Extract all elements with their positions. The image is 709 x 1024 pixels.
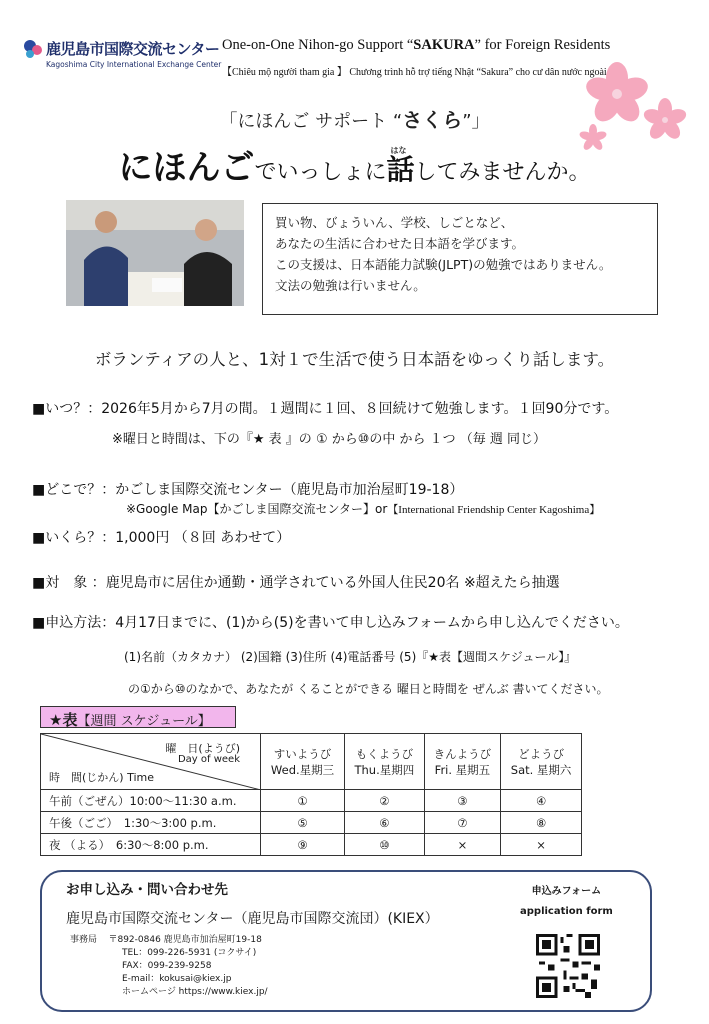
day-header: きんようび Fri. 星期五 [424, 734, 501, 790]
schedule-tag: ★表【週間 スケジュール】 [40, 706, 236, 728]
header-title-english: One-on-One Nihon-go Support “SAKURA” for Foreign Residents [222, 37, 611, 53]
where-text: かごしま国際交流センター（鹿児島市加治屋町19-18） [115, 482, 464, 498]
day-header: すいようび Wed.星期三 [261, 734, 345, 790]
slot-cell: × [501, 834, 582, 856]
kiex-logo-icon [22, 38, 44, 60]
day-header: もくようび Thu.星期四 [345, 734, 425, 790]
telephone: TEL：099-226-5931 (コクサイ) [122, 948, 257, 958]
when-note: ※曜日と時間は、下の『★ 表 』の ① から⑩の中 から １つ （毎 週 同じ） [112, 432, 547, 447]
apply-note: の①から⑩のなかで、あなたが くることができる 曜日と時間を ぜんぶ 書いてください。 [128, 682, 609, 696]
qr-code-icon[interactable] [536, 934, 600, 998]
slot-cell: ⑤ [261, 812, 345, 834]
slot-cell: ⑨ [261, 834, 345, 856]
slot-cell: ⑩ [345, 834, 425, 856]
subtitle: 「にほんご サポート “さくら”」 [219, 108, 490, 132]
when-row [32, 398, 618, 418]
target-text: 鹿児島市に居住か通勤・通学されている外国人住民20名 ※超えたら抽選 [105, 575, 560, 591]
homepage-link[interactable]: ホームページ https://www.kiex.jp/ [122, 987, 268, 997]
logo-english-name: Kagoshima City International Exchange Center [46, 60, 222, 69]
slot-cell: × [424, 834, 501, 856]
schedule-table [40, 733, 582, 856]
time-slot: 夜 （よる） 6:30～8:00 p.m. [41, 834, 261, 856]
slot-cell: ⑥ [345, 812, 425, 834]
cost-label: ■いくら？： [32, 530, 116, 546]
contact-info [70, 934, 268, 999]
lead-text: ボランティアの人と、1対１で生活で使う日本語をゆっくり話します。 [94, 350, 615, 369]
slot-cell: ④ [501, 790, 582, 812]
contact-title: お申し込み・問い合わせ先 [66, 882, 228, 898]
where-row [32, 479, 463, 499]
volunteer-photo [66, 200, 244, 306]
apply-row [32, 612, 629, 632]
fax: FAX：099-239-9258 [122, 961, 212, 971]
contact-box [40, 870, 652, 1012]
email-link[interactable]: E-mail：kokusai@kiex.jp [122, 974, 232, 984]
slot-cell: ② [345, 790, 425, 812]
header-title-vietnamese: 【Chiêu mộ người tham gia 】 Chương trình hỗ trợ tiếng Nhật “Sakura” cho cư dân nước ngoài [222, 67, 607, 78]
apply-label: ■申込方法： [32, 615, 116, 631]
slot-cell: ③ [424, 790, 501, 812]
notice-line-1: 買い物、びょういん、学校、しごとなど、 [275, 215, 514, 230]
target-label: ■対 象 ： [32, 575, 106, 591]
application-form-label: 申込みフォーム application form [520, 886, 613, 917]
table-row [41, 834, 582, 856]
when-label: ■いつ？： [32, 401, 102, 417]
target-row [32, 572, 560, 592]
apply-text: 4月17日までに、(1)から(5)を書いて申し込みフォームから申し込んでください。 [115, 615, 629, 631]
cost-row [32, 527, 290, 547]
contact-organization: 鹿児島市国際交流センター（鹿児島市国際交流団）(KIEX） [66, 911, 439, 927]
office-label: 事務局 [70, 935, 98, 945]
day-header: どようび Sat. 星期六 [501, 734, 582, 790]
google-map-note: ※Google Map【かごしま国際交流センター】or【International Friendship Center Kagoshima】 [126, 502, 601, 516]
notice-box [262, 203, 658, 315]
time-slot: 午後（ごご） 1:30～3:00 p.m. [41, 812, 261, 834]
notice-line-3: この支援は、日本語能力試験(JLPT)の勉強ではありません。 [275, 257, 612, 272]
schedule-corner-cell: 曜 日(ようび) Day of week 時 間(じかん) Time [41, 734, 261, 790]
table-row [41, 812, 582, 834]
notice-line-4: 文法の勉強は行いません。 [275, 278, 426, 293]
slot-cell: ⑧ [501, 812, 582, 834]
logo-japanese-name: 鹿児島市国際交流センター [46, 40, 220, 58]
cost-text: 1,000円 （８回 あわせて） [115, 530, 291, 546]
time-slot: 午前（ごぜん）10:00～11:30 a.m. [41, 790, 261, 812]
notice-line-2: あなたの生活に合わせた日本語を学びます。 [275, 236, 525, 251]
slot-cell: ⑦ [424, 812, 501, 834]
table-row [41, 790, 582, 812]
slot-cell: ① [261, 790, 345, 812]
main-title: にほんごでいっしょに はな 話してみませんか。 [118, 146, 591, 188]
schedule-header-row [41, 734, 582, 790]
apply-items: (1)名前（カタカナ） (2)国籍 (3)住所 (4)電話番号 (5)『★表【週間スケジュール】』 [124, 650, 577, 664]
when-text: 2026年5月から7月の間。１週間に１回、８回続けて勉強します。１回90分です。 [101, 401, 619, 417]
address: 〒892-0846 鹿児島市加治屋町19-18 [108, 935, 262, 945]
where-label: ■どこで？： [32, 482, 116, 498]
kiex-logo [22, 36, 222, 76]
